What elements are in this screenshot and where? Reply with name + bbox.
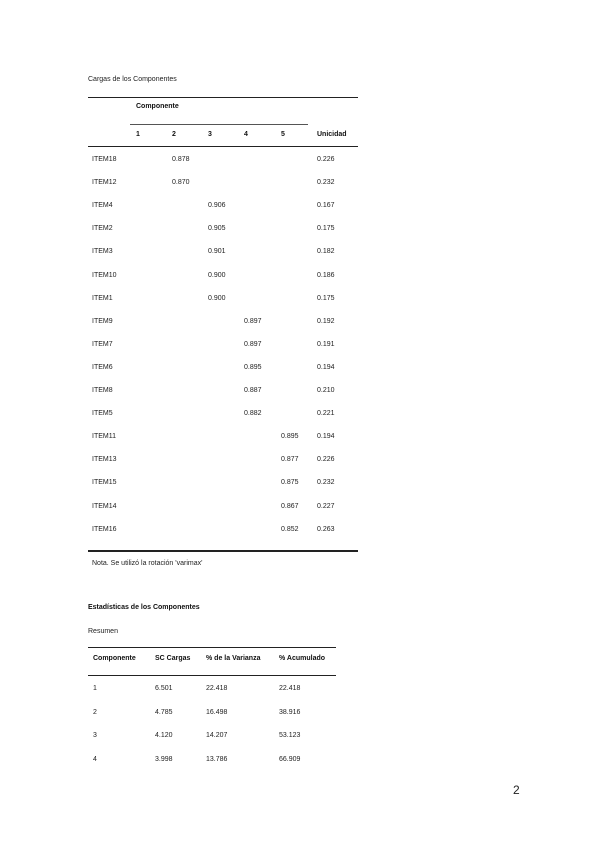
uniqueness-value: 0.186 xyxy=(317,272,335,279)
stats-header-variance: % de la Varianza xyxy=(206,655,261,662)
stats-cell: 2 xyxy=(93,709,97,716)
loading-value: 0.905 xyxy=(208,225,226,232)
row-item-label: ITEM18 xyxy=(92,156,117,163)
stats-header-sc-loadings: SC Cargas xyxy=(155,655,191,662)
stats-header-component: Componente xyxy=(93,655,136,662)
stats-cell: 1 xyxy=(93,685,97,692)
uniqueness-value: 0.210 xyxy=(317,387,335,394)
statistics-title: Estadísticas de los Componentes xyxy=(88,604,200,611)
stats-cell: 3.998 xyxy=(155,756,173,763)
loading-value: 0.875 xyxy=(281,479,299,486)
loading-value: 0.900 xyxy=(208,295,226,302)
stats-cell: 4 xyxy=(93,756,97,763)
stats-cell: 3 xyxy=(93,732,97,739)
loading-value: 0.852 xyxy=(281,526,299,533)
row-item-label: ITEM6 xyxy=(92,364,113,371)
row-item-label: ITEM1 xyxy=(92,295,113,302)
stats-cell: 13.786 xyxy=(206,756,228,763)
loading-value: 0.870 xyxy=(172,179,190,186)
loading-value: 0.877 xyxy=(281,456,299,463)
uniqueness-value: 0.232 xyxy=(317,179,335,186)
column-header-3: 3 xyxy=(208,131,212,138)
loading-value: 0.887 xyxy=(244,387,262,394)
row-item-label: ITEM9 xyxy=(92,318,113,325)
row-item-label: ITEM4 xyxy=(92,202,113,209)
loadings-note: Nota. Se utilizó la rotación 'varimax' xyxy=(92,560,203,567)
component-group-header: Componente xyxy=(136,103,179,110)
uniqueness-value: 0.191 xyxy=(317,341,335,348)
stats-cell: 14.207 xyxy=(206,732,228,739)
statistics-top-rule xyxy=(88,647,336,648)
loadings-top-rule xyxy=(88,97,358,98)
stats-cell: 38.916 xyxy=(279,709,301,716)
stats-cell: 6.501 xyxy=(155,685,173,692)
uniqueness-value: 0.194 xyxy=(317,433,335,440)
row-item-label: ITEM10 xyxy=(92,272,117,279)
component-group-rule xyxy=(130,124,308,125)
uniqueness-value: 0.182 xyxy=(317,248,335,255)
loading-value: 0.897 xyxy=(244,341,262,348)
uniqueness-value: 0.226 xyxy=(317,156,335,163)
uniqueness-value: 0.194 xyxy=(317,364,335,371)
row-item-label: ITEM14 xyxy=(92,503,117,510)
stats-cell: 4.120 xyxy=(155,732,173,739)
uniqueness-value: 0.221 xyxy=(317,410,335,417)
uniqueness-value: 0.167 xyxy=(317,202,335,209)
row-item-label: ITEM7 xyxy=(92,341,113,348)
uniqueness-value: 0.232 xyxy=(317,479,335,486)
stats-cell: 4.785 xyxy=(155,709,173,716)
loading-value: 0.878 xyxy=(172,156,190,163)
page-number: 2 xyxy=(513,783,520,797)
stats-cell: 16.498 xyxy=(206,709,228,716)
row-item-label: ITEM15 xyxy=(92,479,117,486)
stats-cell: 66.909 xyxy=(279,756,301,763)
stats-cell: 22.418 xyxy=(279,685,301,692)
row-item-label: ITEM12 xyxy=(92,179,117,186)
loading-value: 0.906 xyxy=(208,202,226,209)
loadings-title: Cargas de los Componentes xyxy=(88,76,177,83)
uniqueness-value: 0.175 xyxy=(317,295,335,302)
statistics-subtitle: Resumen xyxy=(88,628,118,635)
uniqueness-value: 0.226 xyxy=(317,456,335,463)
stats-header-cumulative: % Acumulado xyxy=(279,655,326,662)
stats-cell: 53.123 xyxy=(279,732,301,739)
column-header-1: 1 xyxy=(136,131,140,138)
loading-value: 0.867 xyxy=(281,503,299,510)
row-item-label: ITEM3 xyxy=(92,248,113,255)
loadings-bottom-rule xyxy=(88,550,358,552)
loading-value: 0.897 xyxy=(244,318,262,325)
row-item-label: ITEM2 xyxy=(92,225,113,232)
column-header-2: 2 xyxy=(172,131,176,138)
loading-value: 0.901 xyxy=(208,248,226,255)
row-item-label: ITEM11 xyxy=(92,433,116,440)
statistics-header-rule xyxy=(88,675,336,676)
row-item-label: ITEM13 xyxy=(92,456,117,463)
loading-value: 0.882 xyxy=(244,410,262,417)
uniqueness-value: 0.175 xyxy=(317,225,335,232)
uniqueness-value: 0.263 xyxy=(317,526,335,533)
loadings-header-rule xyxy=(88,146,358,147)
column-header-4: 4 xyxy=(244,131,248,138)
loading-value: 0.895 xyxy=(281,433,299,440)
column-header-5: 5 xyxy=(281,131,285,138)
row-item-label: ITEM16 xyxy=(92,526,117,533)
uniqueness-value: 0.227 xyxy=(317,503,335,510)
loading-value: 0.895 xyxy=(244,364,262,371)
stats-cell: 22.418 xyxy=(206,685,228,692)
uniqueness-header: Unicidad xyxy=(317,131,347,138)
loading-value: 0.900 xyxy=(208,272,226,279)
row-item-label: ITEM5 xyxy=(92,410,113,417)
uniqueness-value: 0.192 xyxy=(317,318,335,325)
row-item-label: ITEM8 xyxy=(92,387,113,394)
